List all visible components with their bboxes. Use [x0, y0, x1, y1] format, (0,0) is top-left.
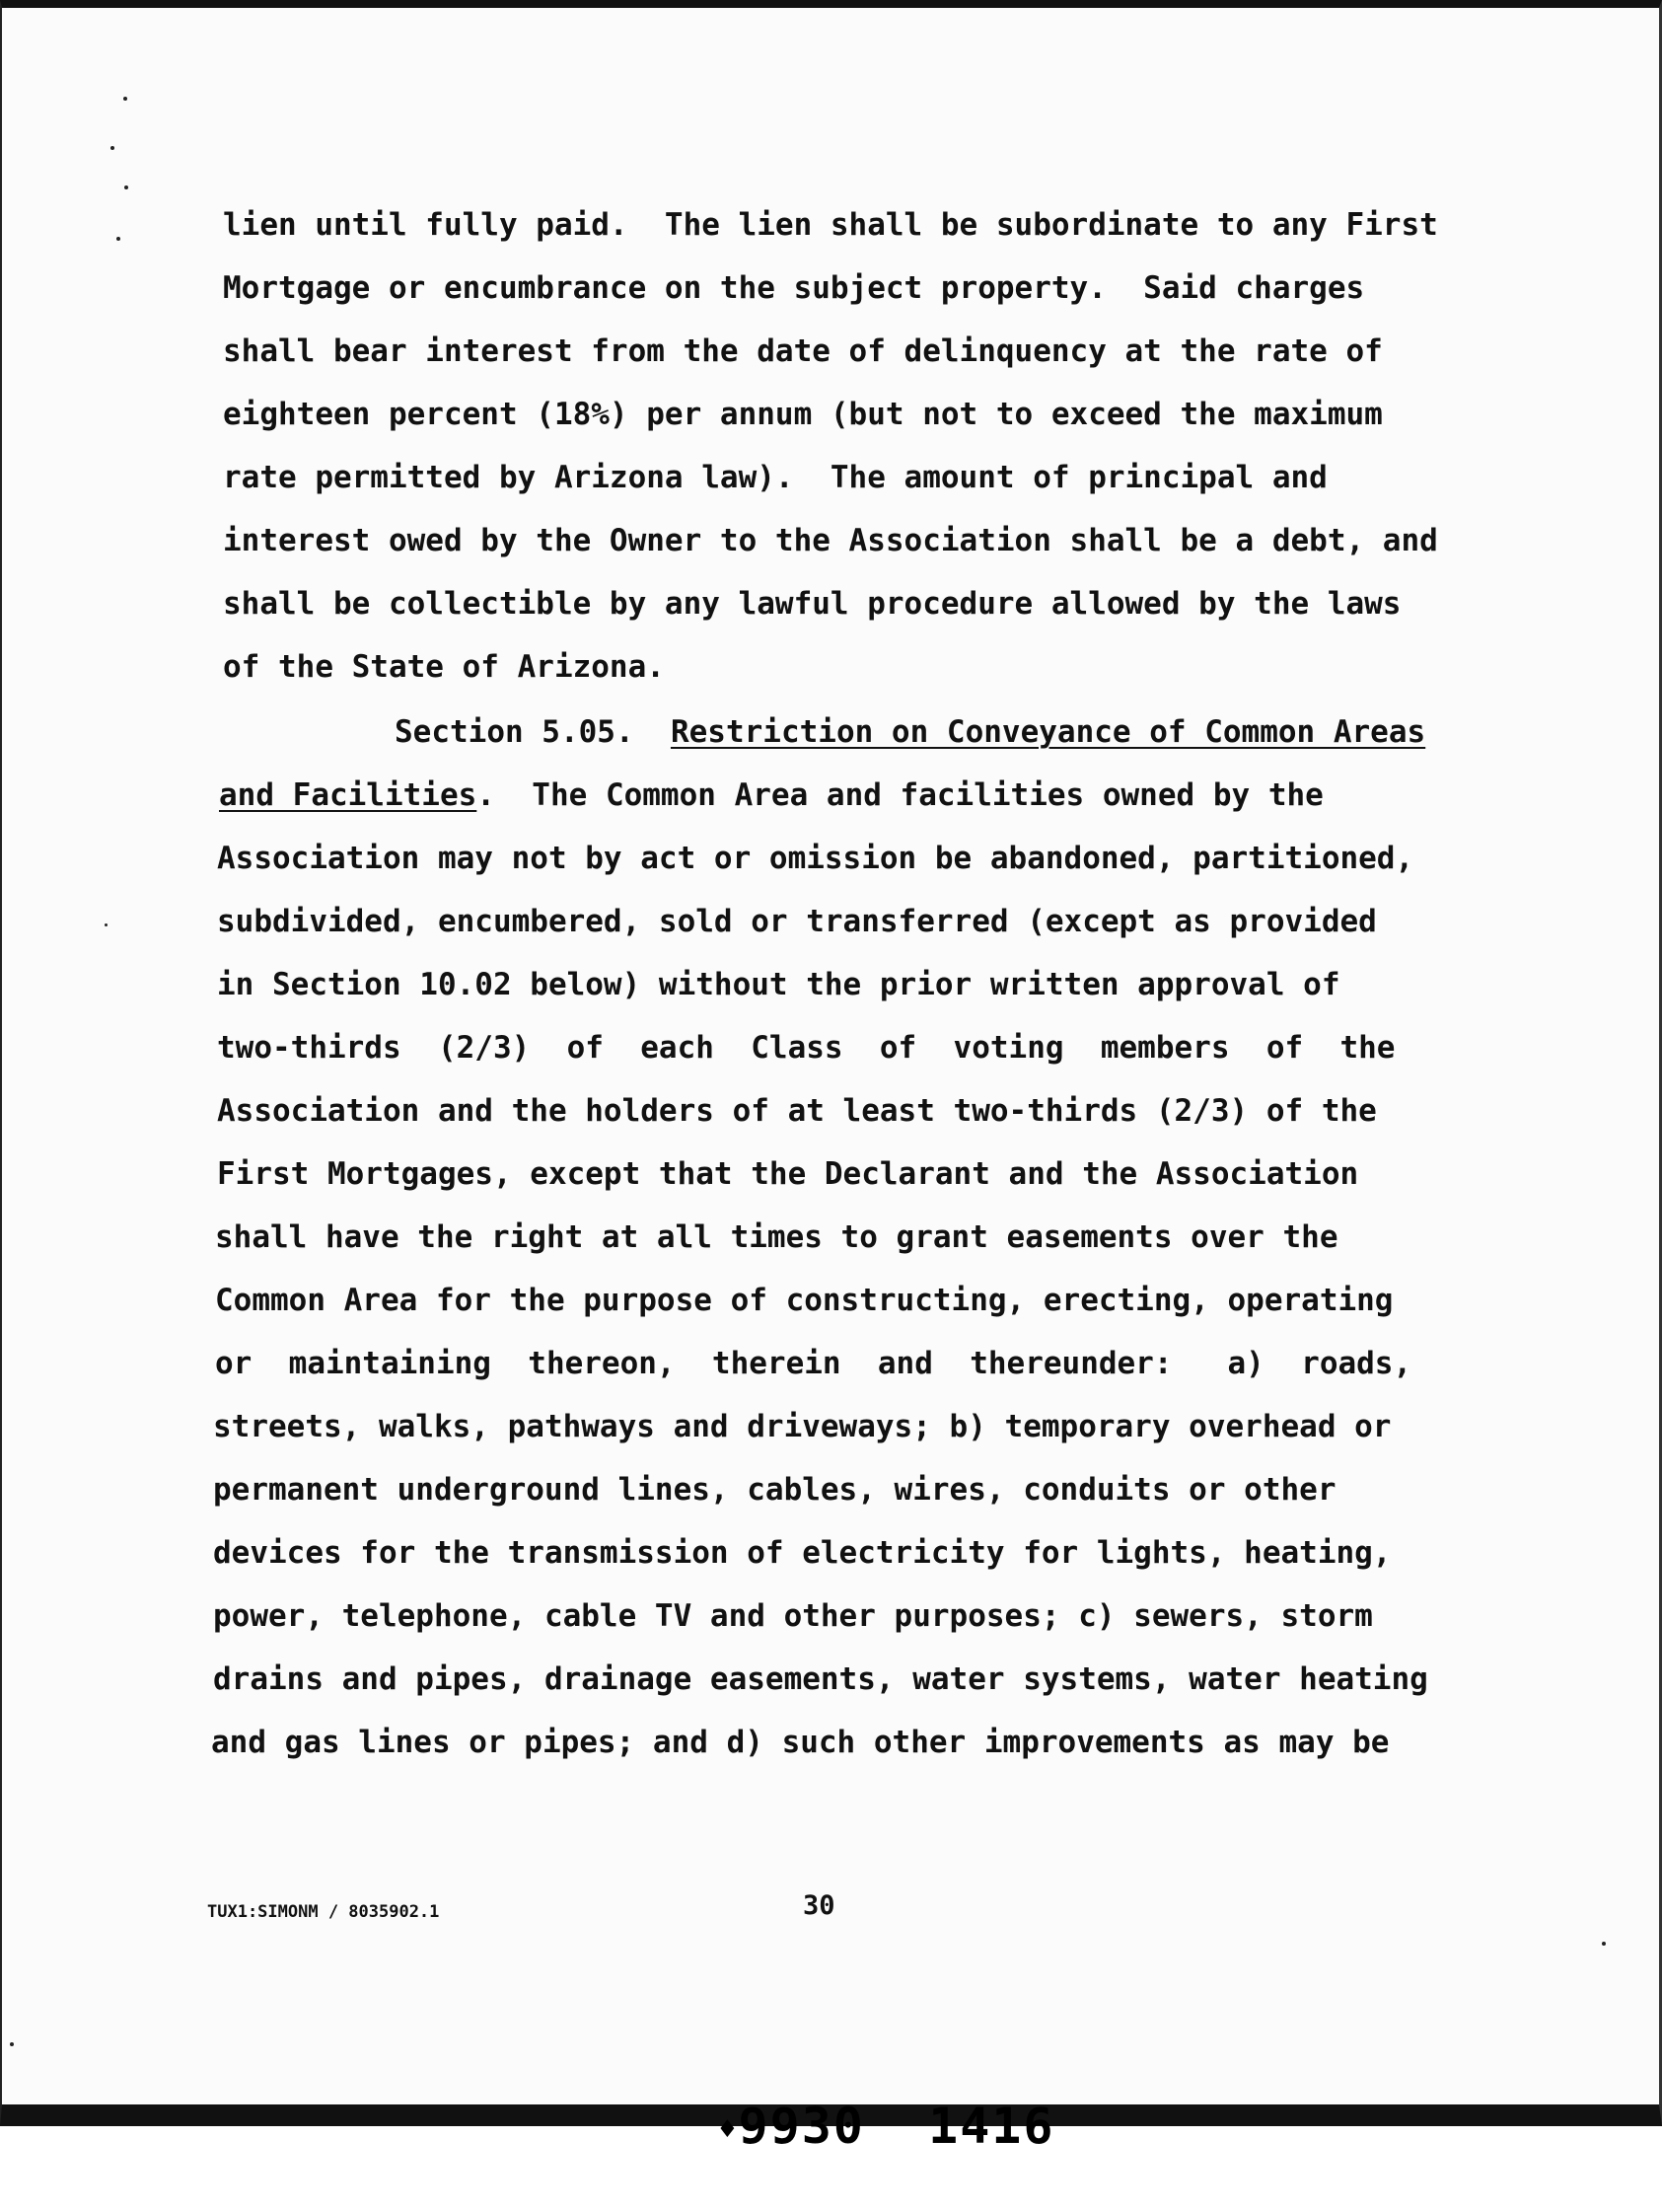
text-line: two-thirds (2/3) of each Class of voting members of the: [217, 1030, 1396, 1066]
text-line: Association may not by act or omission be abandoned, partitioned,: [217, 841, 1414, 876]
page-number: 30: [803, 1890, 835, 1921]
text-line: Mortgage or encumbrance on the subject property. Said charges: [223, 270, 1365, 306]
text-line: eighteen percent (18%) per annum (but not to exceed the maximum: [223, 397, 1383, 432]
text-line: devices for the transmission of electricity for lights, heating,: [213, 1535, 1392, 1571]
text-line: shall bear interest from the date of delinquency at the rate of: [223, 333, 1383, 369]
recording-stamp: [592, 2040, 1055, 2212]
section-heading-line-2: [219, 777, 1324, 813]
text-line: shall have the right at all times to grant easements over the: [215, 1219, 1338, 1255]
text-line: subdivided, encumbered, sold or transferred (except as provided: [217, 904, 1377, 939]
text-line: Association and the holders of at least two-thirds (2/3) of the: [217, 1093, 1377, 1129]
text-line: in Section 10.02 below) without the prior written approval of: [217, 967, 1340, 1002]
text-line: permanent underground lines, cables, wires, conduits or other: [213, 1472, 1337, 1508]
document-id: TUX1:SIMONM / 8035902.1: [207, 1902, 440, 1922]
scan-speck: [124, 185, 128, 189]
section-number: Section 5.05.: [395, 714, 634, 750]
scan-speck: [123, 97, 127, 101]
section-title-part1: Restriction on Conveyance of Common Areas: [670, 714, 1426, 750]
text-line: or maintaining thereon, therein and thereunder: a) roads,: [215, 1346, 1412, 1381]
text-line: First Mortgages, except that the Declarant and the Association: [217, 1156, 1359, 1192]
scan-speck: [10, 2042, 14, 2046]
section-title-part2: and Facilities: [219, 777, 477, 813]
section-heading-line: [395, 714, 1425, 750]
text-line: drains and pipes, drainage easements, water systems, water heating: [213, 1661, 1428, 1697]
text-line: Common Area for the purpose of constructing, erecting, operating: [215, 1283, 1394, 1318]
text-line: lien until fully paid. The lien shall be subordinate to any First: [223, 207, 1438, 243]
text-line: power, telephone, cable TV and other purposes; c) sewers, storm: [213, 1598, 1373, 1634]
stamp-number: 9930 1416: [738, 2098, 1055, 2155]
scan-speck: [110, 146, 114, 150]
stamp-marker-icon: ♦: [718, 2112, 739, 2147]
scan-speck: [105, 923, 108, 926]
text-line: shall be collectible by any lawful procedure allowed by the laws: [223, 586, 1402, 622]
text-line: interest owed by the Owner to the Association shall be a debt, and: [223, 523, 1438, 558]
text-line: . The Common Area and facilities owned by the: [476, 777, 1324, 813]
text-line: and gas lines or pipes; and d) such other improvements as may be: [211, 1725, 1390, 1760]
scan-speck: [116, 237, 120, 241]
text-line: of the State of Arizona.: [223, 649, 665, 685]
scan-speck: [1602, 1942, 1606, 1946]
text-line: streets, walks, pathways and driveways; b) temporary overhead or: [213, 1409, 1392, 1444]
text-line: rate permitted by Arizona law). The amount of principal and: [223, 460, 1328, 495]
